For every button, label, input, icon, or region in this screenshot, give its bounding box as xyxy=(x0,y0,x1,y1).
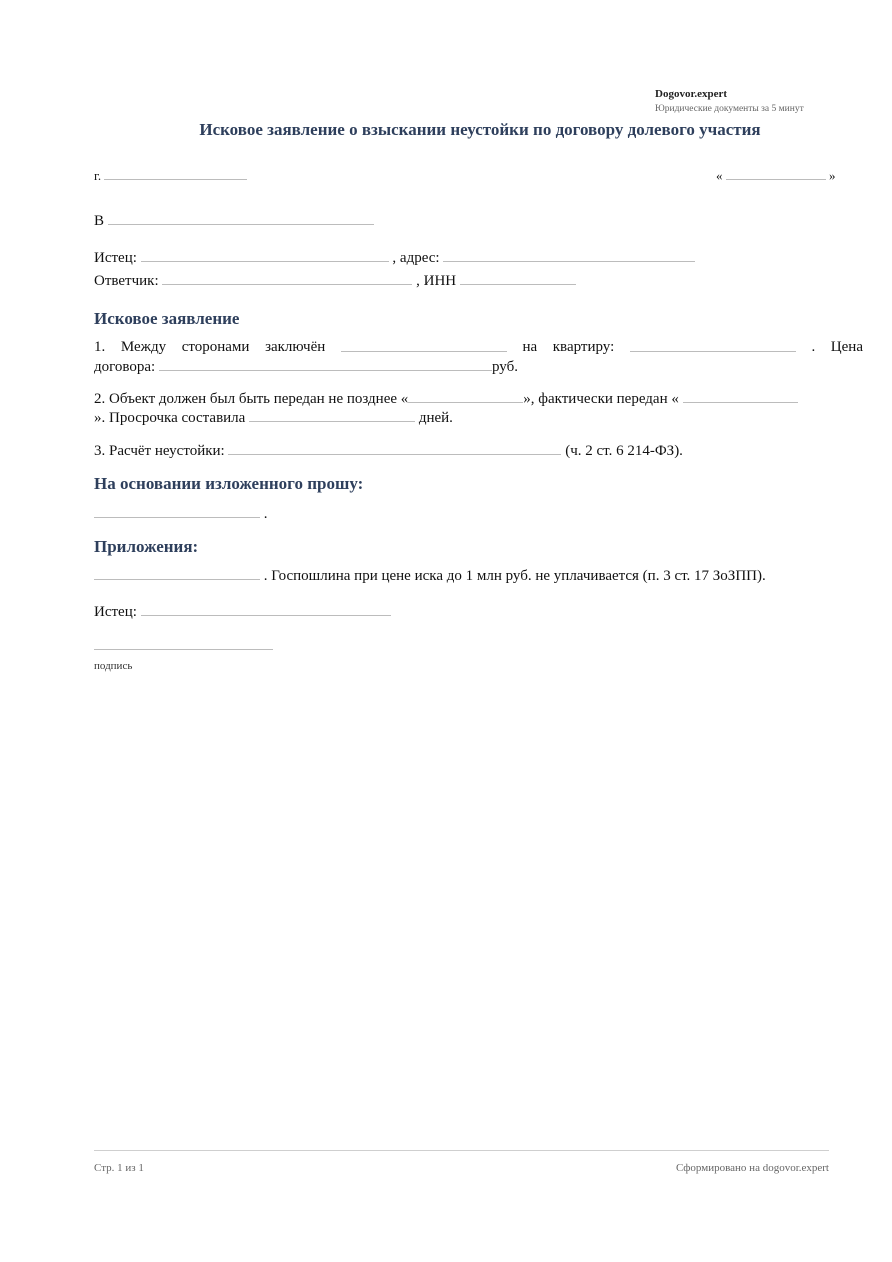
p3-law-ref: (ч. 2 ст. 6 214-ФЗ). xyxy=(565,443,683,459)
date-open-quote: « xyxy=(716,168,723,183)
signature-name-blank xyxy=(141,602,391,616)
plaintiff-address-blank xyxy=(443,248,695,262)
plaintiff-row xyxy=(94,248,695,268)
price-label: договора: xyxy=(94,359,156,375)
actual-date-blank xyxy=(683,389,798,403)
date-close-quote: » xyxy=(829,168,836,183)
deadline-date-blank xyxy=(408,389,523,403)
defendant-inn-blank xyxy=(460,271,576,285)
p1-word: на xyxy=(522,339,538,355)
claim-p3 xyxy=(94,441,683,461)
p2-days-suffix: дней. xyxy=(418,410,453,426)
p1-word: Цена xyxy=(830,339,863,355)
section-claim-heading: Исковое заявление xyxy=(94,309,240,328)
court-row xyxy=(94,211,374,231)
p1-word: заключён xyxy=(265,339,326,355)
footer-divider xyxy=(94,1150,829,1151)
p1-word: квартиру: xyxy=(552,339,615,355)
city-row xyxy=(94,166,247,185)
p1-word: Между xyxy=(120,339,167,355)
signature-caption: подпись xyxy=(94,660,133,672)
claim-p1-line2 xyxy=(94,357,518,377)
inn-label: , ИНН xyxy=(416,273,457,289)
request-blank xyxy=(94,504,260,518)
penalty-calc-blank xyxy=(228,441,561,455)
defendant-label: Ответчик: xyxy=(94,273,159,289)
section-request-heading: На основании изложенного прошу: xyxy=(94,474,364,493)
city-blank xyxy=(104,166,247,180)
p2-text: 2. Объект должен был быть передан не позднее « xyxy=(94,391,409,407)
p3-label: 3. Расчёт неустойки: xyxy=(94,443,225,459)
date-blank xyxy=(726,166,826,180)
plaintiff-label: Истец: xyxy=(94,250,137,266)
claim-p1-line1 xyxy=(94,338,863,357)
plaintiff-name-blank xyxy=(141,248,389,262)
signature-row xyxy=(94,602,391,622)
price-blank xyxy=(159,357,492,371)
footer-page-number: Стр. 1 из 1 xyxy=(94,1162,144,1174)
defendant-row xyxy=(94,271,576,291)
claim-p2-line1 xyxy=(94,389,798,409)
date-row xyxy=(716,166,836,185)
contract-blank xyxy=(341,338,507,352)
defendant-name-blank xyxy=(162,271,412,285)
p2-text-mid: », фактически передан « xyxy=(523,391,679,407)
court-blank xyxy=(108,211,374,225)
attachments-blank xyxy=(94,566,260,580)
apartment-blank xyxy=(630,338,796,352)
city-prefix: г. xyxy=(94,168,102,183)
address-label: , адрес: xyxy=(392,250,440,266)
attachments-text: . Госпошлина при цене иска до 1 млн руб. не уплачивается (п. 3 ст. 17 ЗоЗПП). xyxy=(263,568,766,584)
p2-delay-label: ». Просрочка составила xyxy=(94,410,246,426)
document-title: Исковое заявление о взыскании неустойки по договору долевого участия xyxy=(199,120,761,139)
section-attachments-heading: Приложения: xyxy=(94,537,199,556)
request-tail: . xyxy=(263,506,268,522)
court-prefix: В xyxy=(94,213,105,229)
delay-days-blank xyxy=(249,408,415,422)
request-row xyxy=(94,504,268,524)
price-suffix: руб. xyxy=(491,359,518,375)
p1-num: 1. xyxy=(94,339,106,355)
brand-name: Dogovor.expert xyxy=(655,88,727,100)
p1-dot: . xyxy=(811,339,816,355)
brand-tagline: Юридические документы за 5 минут xyxy=(655,104,804,114)
footer-generated: Сформировано на dogovor.expert xyxy=(675,1162,829,1174)
claim-p2-line2 xyxy=(94,408,453,428)
signature-line xyxy=(94,649,273,650)
p1-word: сторонами xyxy=(181,339,250,355)
signature-plaintiff-label: Истец: xyxy=(94,604,137,620)
attachments-row xyxy=(94,566,766,586)
